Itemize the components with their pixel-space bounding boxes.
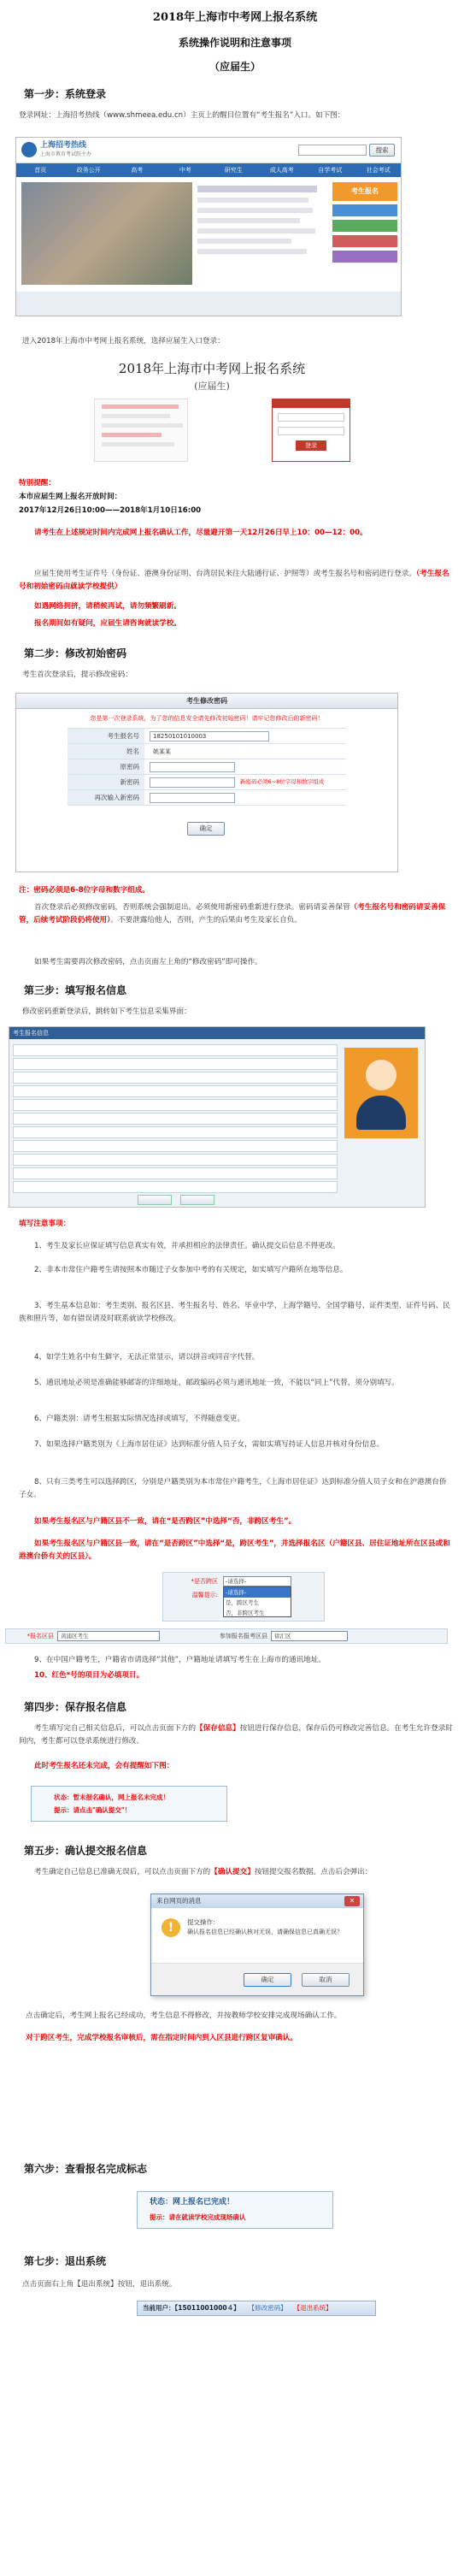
dropdown-option[interactable]: -请选择-	[224, 1587, 291, 1598]
registration-form-title: 考生报名信息	[9, 1027, 425, 1039]
confirm-button[interactable]: 确定	[187, 822, 225, 836]
portal-search-input[interactable]	[298, 145, 367, 156]
login-left-notes	[94, 399, 188, 462]
step4-text	[19, 1722, 453, 1748]
fill-item: 5、通讯地址必须是准确能够邮寄的详细地址，邮政编码必须与通讯地址一致，不能以“同上”代替，须分别填写。	[34, 1379, 399, 1387]
status-box-incomplete	[31, 1786, 227, 1822]
form-row	[68, 729, 346, 744]
portal-nav-item[interactable]: 政务公开	[76, 167, 101, 174]
doc-subtitle: 系统操作说明和注意事项	[178, 37, 291, 49]
portal-side-panel	[332, 182, 397, 285]
district-select[interactable]: 黄浦区考生	[57, 1631, 160, 1641]
confirm-password-input[interactable]	[150, 793, 235, 803]
portal-nav-item[interactable]: 社会考试	[366, 167, 391, 174]
step5-red: 对于跨区考生，完成学校报名审核后，需在指定时间内到入区县进行跨区复审确认。	[26, 2034, 297, 2042]
step1-heading: 第一步：系统登录	[24, 88, 107, 100]
warning-icon: !	[162, 1918, 180, 1937]
notice-time-label: 本市应届生网上报名开放时间：	[19, 493, 122, 501]
fill-item: 4、如学生姓名中有生僻字，无法正常显示，请以拼音或同音字代替。	[34, 1353, 260, 1362]
fill-title: 填写注意事项：	[19, 1220, 71, 1228]
step4-text-red: 【保存信息】	[196, 1724, 240, 1733]
portal-nav-item[interactable]: 自学考试	[318, 167, 343, 174]
fill-item: 3、考生基本信息如：考生类别、报名区县、考生报名号、姓名、毕业中学、上海学籍号、全国学籍号、证件类型、证件号码、民族和照片等，如有错误请及时联系就读学校修改。	[19, 1302, 450, 1324]
fill-item: 7、如果选择户籍类别为《上海市居住证》达到标准分值人员子女，需如实填写持证人信息并核对身份信息。	[34, 1440, 385, 1449]
login-system-title: 2018年上海市中考网上报名系统	[118, 361, 306, 376]
notice-title: 特别提醒：	[19, 479, 56, 487]
step7-text: 点击页面右上角【退出系统】按钮，退出系统。	[22, 2280, 177, 2289]
password-hint: 新密码必须6~8位字母和数字组成	[240, 777, 325, 785]
submit-info-button[interactable]	[180, 1195, 214, 1205]
notice-normal	[19, 568, 453, 594]
step5-text-b: 按钮提交报名数据。点击后会弹出：	[254, 1868, 373, 1876]
step4-text-a: 考生填写完自己相关信息后，可以点击页面下方的	[34, 1724, 197, 1733]
student-photo	[344, 1048, 418, 1138]
step5-text-red: 【确认提交】	[210, 1868, 255, 1876]
step5-text2: 点击确定后，考生网上报名已经成功，考生信息不得修改，并按教师学校安排完成现场确认工作。	[26, 2012, 342, 2020]
step1-text: 登录网址：上海招考热线（www.shmeea.edu.cn）主页上的醒目位置有“考生报名”入口。如下图：	[19, 111, 345, 120]
portal-nav-item[interactable]: 研究生	[224, 167, 243, 174]
change-password-form	[15, 693, 398, 872]
fill-red1: 如果考生报名区与户籍区县不一致，请在“是否跨区”中选择“否，非跨区考生”。	[34, 1517, 297, 1526]
notice-red3: 报名期间如有疑问，应届生请咨询就读学校。	[34, 619, 181, 628]
portal-logo-sub: 上海市教育考试院主办	[40, 151, 92, 157]
fill-red2: 如果考生报名区与户籍区县一致，请在“是否跨区”中选择“是，跨区考生”，并选择报名区（户籍区县、居住证地址所在区县或和港澳台侨有关的区县）。	[19, 1539, 450, 1562]
step2-text2	[19, 901, 453, 927]
notice-blue: （考生报名号和初始密码由就读学校提供）	[19, 570, 449, 592]
step3-text: 修改密码重新登录后，跳转如下考生信息采集界面：	[22, 1007, 191, 1016]
status-box-complete	[137, 2191, 333, 2229]
logo-icon	[21, 142, 37, 157]
cross-district-label: *是否跨区	[191, 1578, 218, 1585]
status-line: 状态：暂未报名确认，网上报名未完成！	[54, 1793, 169, 1801]
dialog-message: 确认报名信息已经确认核对无误，请确保信息已真确无误？	[187, 1929, 343, 1935]
cross-district-options	[223, 1586, 291, 1617]
notice-red2: 如遇网络拥挤，请稍候再试，请勿频繁刷新。	[34, 602, 181, 611]
field-label: 新密码	[68, 775, 144, 789]
portal-header	[16, 138, 402, 163]
change-password-link[interactable]: 【修改密码】	[248, 2304, 287, 2313]
status-hint: 提示：请点击"确认提交"！	[54, 1806, 132, 1815]
dialog-message-title: 提交操作：	[187, 1918, 220, 1926]
status-line: 状态：网上报名已完成！	[150, 2198, 235, 2207]
name-field: 姚某某	[153, 747, 171, 755]
district-label: *报名区县	[26, 1632, 54, 1640]
step5-text	[19, 1866, 453, 1879]
step2-text3: 如果考生需要再次修改密码，点击页面左上角的“修改密码”即可操作。	[34, 958, 262, 966]
login-screenshot	[15, 354, 408, 465]
fill-item: 1、考生及家长应保证填写信息真实有效，并承担相应的法律责任。确认提交后信息不得更改。	[34, 1242, 340, 1250]
user-status-bar	[137, 2301, 376, 2316]
field-label: 再次输入新密码	[68, 790, 144, 805]
form-row	[68, 744, 346, 759]
dialog-title: 来自网页的消息	[151, 1894, 363, 1908]
doc-title: 2018年上海市中考网上报名系统	[152, 11, 318, 24]
change-password-note: 您是第一次登录系统，为了您的信息安全请先修改初始密码！请牢记您修改后的新密码！	[90, 715, 324, 722]
step7-heading: 第七步：退出系统	[24, 2255, 107, 2267]
portal-nav-item[interactable]: 首页	[34, 167, 47, 174]
status-hint: 提示：请在就读学校完成现场确认	[150, 2213, 246, 2221]
step6-heading: 第六步：查看报名完成标志	[24, 2163, 148, 2175]
form-row	[68, 790, 346, 806]
cross-district-select[interactable]: -请选择-	[223, 1576, 291, 1586]
portal-news-list	[197, 182, 326, 285]
fill-item-10: 10、红色*号的项目为必填项目。	[34, 1671, 144, 1680]
form-row	[68, 775, 346, 790]
exam-district-select[interactable]: 徐汇区	[271, 1631, 348, 1641]
notice-normal-text: 应届生使用考生证件号（身份证、港澳身份证明、台湾居民来往大陆通行证、护照等）或考生报名号和密码进行登录。	[34, 570, 416, 578]
notice-red: 请考生在上述规定时间内完成网上报名确认工作，尽量避开第一天12月26日早上10：00—12：00。	[34, 529, 367, 537]
field-label: 考生报名号	[68, 729, 144, 743]
step4-heading: 第四步：保存报名信息	[24, 1701, 127, 1713]
step2-text2-red: （考生报名号和密码请妥善保管，后续考试阶段仍将使用）	[19, 903, 446, 925]
portal-news-photo	[21, 182, 192, 285]
logout-link[interactable]: 【退出系统】	[293, 2304, 332, 2313]
change-password-header: 考生修改密码	[16, 694, 397, 709]
portal-nav-item[interactable]: 高考	[131, 167, 144, 174]
step1-after-text: 进入2018年上海市中考网上报名系统，选择应届生入口登录：	[22, 337, 225, 346]
old-password-input[interactable]	[150, 762, 235, 772]
login-system-subtitle: (应届生)	[194, 381, 230, 392]
doc-subtitle-2: （应届生）	[209, 61, 261, 73]
login-button[interactable]: 登录	[296, 440, 326, 451]
dialog-cancel-button[interactable]: 取消	[302, 1973, 350, 1987]
new-password-input[interactable]	[150, 777, 235, 788]
confirm-dialog	[150, 1894, 364, 1996]
step2-text: 考生首次登录后，提示修改密码：	[22, 671, 132, 679]
portal-logo-text: 上海招考热线	[40, 141, 87, 150]
exam-district-label: 参加报名报考区县	[220, 1632, 267, 1640]
portal-footer-strip	[16, 292, 402, 316]
field-label: 原密码	[68, 759, 144, 774]
fill-item-9: 9、在中国户籍考生，户籍省市请选择“其他”，户籍地址请填写考生在上海市的通讯地址。	[34, 1656, 326, 1664]
step2-note: 注：密码必须是6-8位字母和数字组成。	[19, 886, 150, 895]
field-label: 姓名	[68, 744, 144, 759]
portal-nav	[16, 163, 402, 177]
portal-nav-item[interactable]: 成人高考	[269, 167, 294, 174]
close-icon[interactable]: ✕	[344, 1896, 360, 1906]
step4-red: 此时考生报名还未完成，会有提醒如下图：	[34, 1762, 174, 1770]
fill-item: 2、非本市常住户籍考生请按照本市随迁子女参加中考的有关规定，如实填写户籍所在地等信息。	[34, 1266, 348, 1274]
fill-item: 6、户籍类别：请考生根据实际情况选择或填写，不得随意变更。	[34, 1415, 245, 1423]
login-username-input[interactable]	[278, 413, 344, 422]
step2-heading: 第二步：修改初始密码	[24, 647, 127, 659]
step5-text-a: 考生确定自己信息已准确无误后，可以点击页面下方的	[34, 1868, 211, 1876]
step2-text2-a: 首次登录后必须修改密码，否则系统会强制退出。必须使用新密码重新进行登录。密码请妥善保管	[34, 903, 350, 912]
fill-item: 8、只有三类考生可以选择跨区，分别是户籍类别为本市常住户籍考生，《上海市居住证》达到标准分值人员子女和在沪港澳台侨子女。	[19, 1478, 447, 1500]
district-row-shot	[5, 1628, 448, 1644]
dropdown-option[interactable]: 否，非跨区考生	[226, 1610, 265, 1616]
warm-hint-label: 温馨提示:	[191, 1592, 218, 1598]
portal-screenshot	[15, 137, 402, 316]
login-box	[272, 399, 350, 462]
step2-text2-end: 。不要泄露给他人，否则，产生的后果由考生及家长自负。	[110, 916, 302, 925]
step3-heading: 第三步：填写报名信息	[24, 984, 127, 996]
change-password-fields	[68, 728, 346, 806]
registration-form-screenshot	[9, 1026, 426, 1208]
login-password-input[interactable]	[278, 427, 344, 435]
registration-form-table	[13, 1044, 338, 1195]
portal-nav-item[interactable]: 中考	[179, 167, 191, 174]
dropdown-option[interactable]: 是，跨区考生	[226, 1599, 259, 1606]
notice-time: 2017年12月26日10:00——2018年1月10日16:00	[19, 506, 202, 515]
step4-text-b: 按钮进行保存信息，保存后仍可修改完善信息。在考生允许登录时间内，考生都可以登录系统进行修改。	[19, 1724, 453, 1746]
student-registration-banner[interactable]: 考生报名	[332, 182, 397, 201]
cross-district-dropdown-shot	[162, 1572, 325, 1622]
save-info-button[interactable]	[138, 1195, 172, 1205]
step5-heading: 第五步：确认提交报名信息	[24, 1845, 148, 1857]
dialog-ok-button[interactable]: 确定	[244, 1973, 291, 1987]
registration-number-field: 18250101010003	[150, 731, 269, 741]
form-row	[68, 759, 346, 775]
current-user: 当前用户：【15011001000４】	[143, 2304, 240, 2313]
portal-search-button[interactable]: 搜索	[369, 144, 395, 157]
